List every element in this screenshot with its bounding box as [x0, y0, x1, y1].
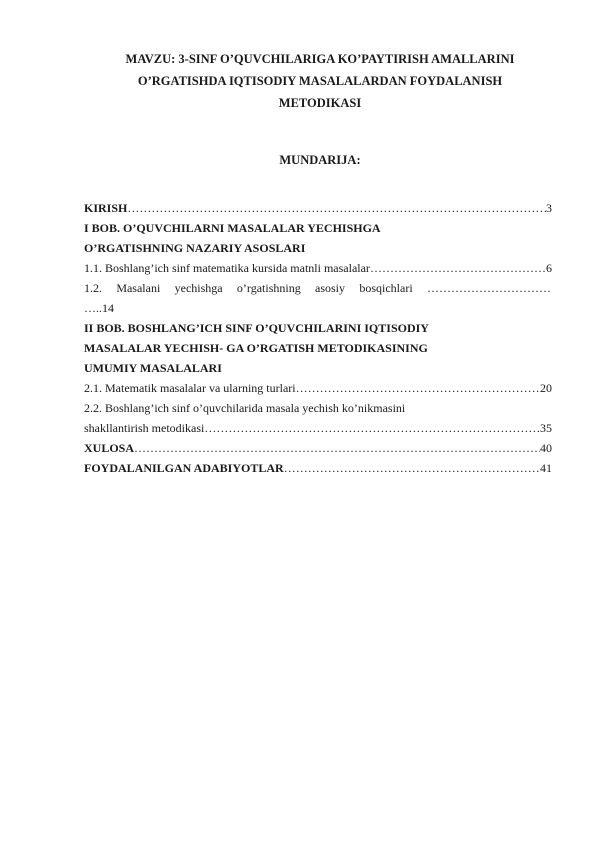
toc-entry-references[interactable] — [84, 458, 552, 478]
toc-entry-1-2[interactable] — [84, 278, 552, 298]
toc-entry-label: XULOSA — [84, 441, 135, 455]
toc-entry-xulosa[interactable] — [84, 438, 552, 458]
dot-leader — [370, 258, 546, 278]
toc-chapter-1-line-1: I BOB. O’QUVCHILARNI MASALALAR YECHISHGA — [84, 221, 381, 235]
toc-word: 1.2. — [84, 281, 102, 295]
table-of-contents — [84, 198, 552, 478]
toc-page-number: 6 — [546, 261, 552, 275]
toc-entry-2-2-line-1: 2.2. Boshlang’ich sinf o’quvchilarida masala yechish ko’nikmasini — [84, 401, 406, 415]
toc-entry-label: shakllantirish metodikasi — [84, 421, 205, 435]
toc-entry-2-1[interactable] — [84, 378, 552, 398]
toc-chapter-2-line-2: MASALALAR YECHISH- GA O’RGATISH METODIKASINING — [84, 341, 428, 355]
title-line-3: METODIKASI — [278, 96, 362, 110]
document-title — [90, 48, 550, 114]
toc-word: asosiy — [315, 281, 346, 295]
toc-page-number: 35 — [540, 421, 552, 435]
dot-leader — [284, 458, 540, 478]
dot-leader — [204, 418, 540, 438]
toc-entry-kirish[interactable] — [84, 198, 552, 218]
toc-page-number: 41 — [540, 461, 552, 475]
title-line-1: MAVZU: 3-SINF O’QUVCHILARIGA KO’PAYTIRISH AMALLARINI — [125, 52, 515, 66]
toc-page-number: 20 — [540, 381, 552, 395]
title-line-2: O’RGATISHDA IQTISODIY MASALALARDAN FOYDALANISH — [137, 74, 503, 88]
toc-page-number: 3 — [546, 201, 552, 215]
contents-heading: MUNDARIJA: — [279, 153, 361, 167]
toc-entry-label: KIRISH — [84, 201, 128, 215]
toc-chapter-2-line-1: II BOB. BOSHLANG’ICH SINF O’QUVCHILARINI IQTISODIY — [84, 321, 429, 335]
toc-entry-1-2-continuation: …..14 — [84, 301, 114, 315]
dot-leader — [134, 438, 540, 458]
toc-word: yechishga — [174, 281, 223, 295]
toc-entry-label: FOYDALANILGAN ADABIYOTLAR — [84, 461, 284, 475]
dot-leader — [127, 198, 546, 218]
dot-leader — [296, 378, 540, 398]
toc-entry-2-2[interactable] — [84, 418, 552, 438]
toc-word: Masalani — [116, 281, 161, 295]
toc-entry-1-1[interactable] — [84, 258, 552, 278]
toc-page-number: 40 — [540, 441, 552, 455]
toc-chapter-2-line-3: UMUMIY MASALALARI — [84, 361, 222, 375]
toc-chapter-1-line-2: O’RGATISHNING NAZARIY ASOSLARI — [84, 241, 306, 255]
toc-entry-label: 1.1. Boshlang’ich sinf matematika kursida matnli masalalar — [84, 261, 370, 275]
toc-entry-label: 2.1. Matematik masalalar va ularning turlari — [84, 381, 296, 395]
dot-leader — [427, 278, 552, 298]
toc-word: o’rgatishning — [236, 281, 301, 295]
toc-word: bosqichlari — [359, 281, 413, 295]
